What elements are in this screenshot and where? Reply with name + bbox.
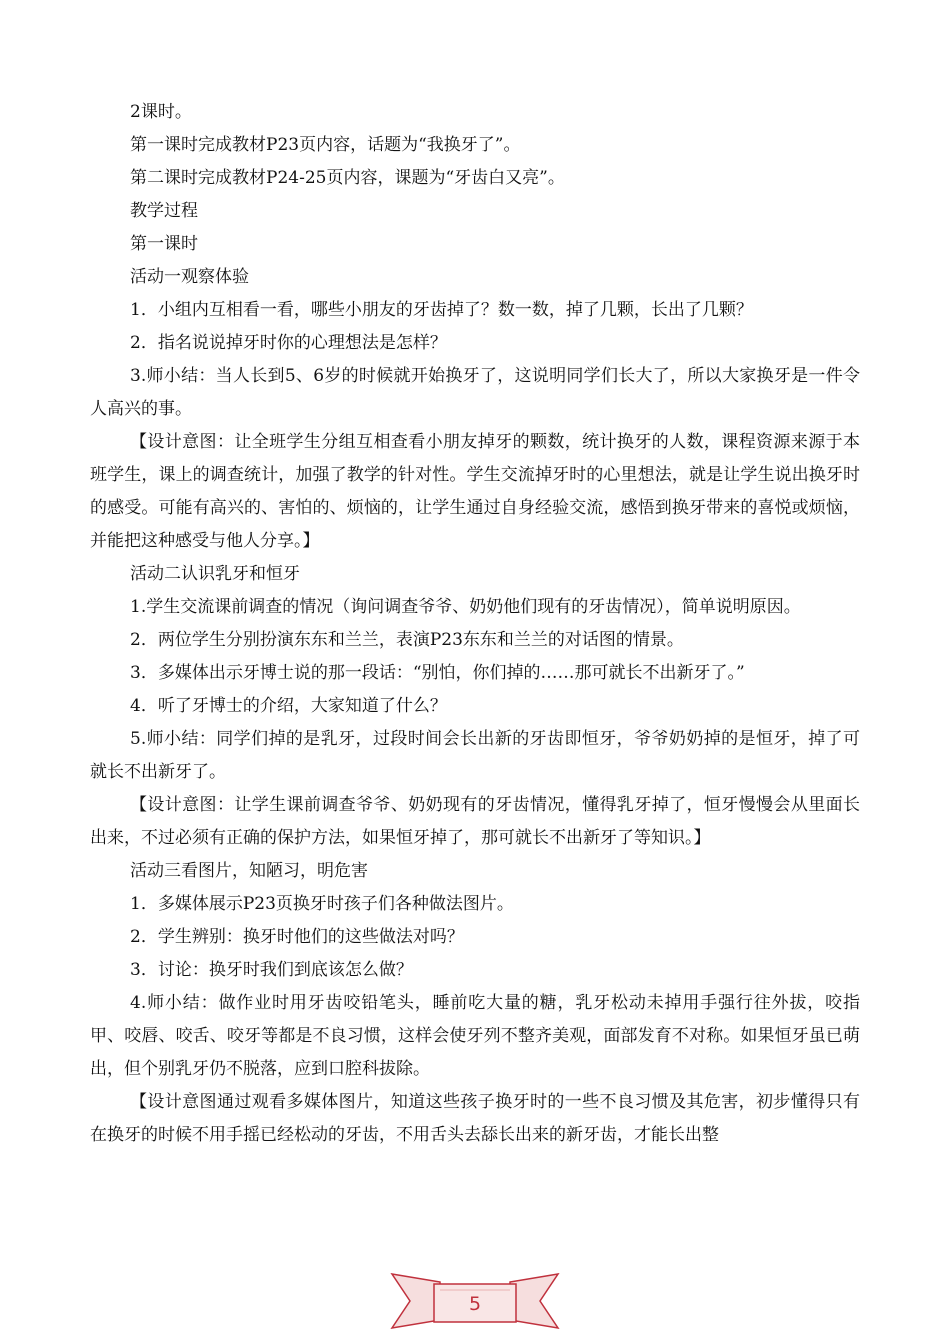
paragraph: 教学过程 [130,201,198,221]
paragraph: 活动三看图片，知陋习，明危害 [130,861,368,881]
paragraph: 5.师小结：同学们掉的是乳牙，过段时间会长出新的牙齿即恒牙，爷爷奶奶掉的是恒牙，掉了可就长不出新牙了。 [90,729,860,782]
paragraph: 第一课时 [130,234,198,254]
paragraph: 第一课时完成教材P23页内容，话题为“我换牙了”。 [130,135,521,155]
paragraph: 2．指名说说掉牙时你的心理想法是怎样？ [130,333,447,353]
paragraph: 3．讨论：换牙时我们到底该怎么做？ [130,960,413,980]
paragraph: 1．多媒体展示P23页换牙时孩子们各种做法图片。 [130,894,514,914]
paragraph: 2课时。 [130,102,192,122]
paragraph: 3．多媒体出示牙博士说的那一段话：“别怕，你们掉的……那可就长不出新牙了。” [130,663,745,683]
paragraph: 【设计意图通过观看多媒体图片，知道这些孩子换牙时的一些不良习惯及其危害，初步懂得只有在换牙的时候不用手摇已经松动的牙齿，不用舌头去舔长出来的新牙齿，才能长出整 [90,1092,860,1145]
paragraph: 活动一观察体验 [130,267,249,287]
paragraph: 第二课时完成教材P24-25页内容，课题为“牙齿白又亮”。 [130,168,565,188]
paragraph: 1.学生交流课前调查的情况（询问调查爷爷、奶奶他们现有的牙齿情况），简单说明原因。 [130,597,801,617]
page-number: 5 [468,1293,482,1315]
page-body [90,96,860,1152]
paragraph: 2．学生辨别：换牙时他们的这些做法对吗？ [130,927,464,947]
paragraph: 3.师小结：当人长到5、6岁的时候就开始换牙了，这说明同学们长大了，所以大家换牙是一件令人高兴的事。 [90,366,860,419]
paragraph: 1．小组内互相看一看，哪些小朋友的牙齿掉了？数一数，掉了几颗，长出了几颗？ [130,300,753,320]
paragraph: 2．两位学生分别扮演东东和兰兰，表演P23东东和兰兰的对话图的情景。 [130,630,684,650]
paragraph: 【设计意图：让全班学生分组互相查看小朋友掉牙的颗数，统计换牙的人数，课程资源来源于本班学生，课上的调查统计，加强了教学的针对性。学生交流掉牙时的心里想法，就是让学生说出换牙时的感受。可能有高兴的、害怕的、烦恼的，让学生通过自身经验交流，感悟到换牙带来的喜悦或烦恼，并能把这种感受与他人分享。】 [90,432,860,551]
paragraph: 活动二认识乳牙和恒牙 [130,564,300,584]
paragraph: 4．听了牙博士的介绍，大家知道了什么？ [130,696,447,716]
paragraph: 【设计意图：让学生课前调查爷爷、奶奶现有的牙齿情况，懂得乳牙掉了，恒牙慢慢会从里面长出来，不过必须有正确的保护方法，如果恒牙掉了，那可就长不出新牙了等知识。】 [90,795,860,848]
paragraph: 4.师小结：做作业时用牙齿咬铅笔头，睡前吃大量的糖，乳牙松动未掉用手强行往外拔，咬指甲、咬唇、咬舌、咬牙等都是不良习惯，这样会使牙列不整齐美观，面部发育不对称。如果恒牙虽已萌出，但个别乳牙仍不脱落，应到口腔科拔除。 [90,993,860,1079]
